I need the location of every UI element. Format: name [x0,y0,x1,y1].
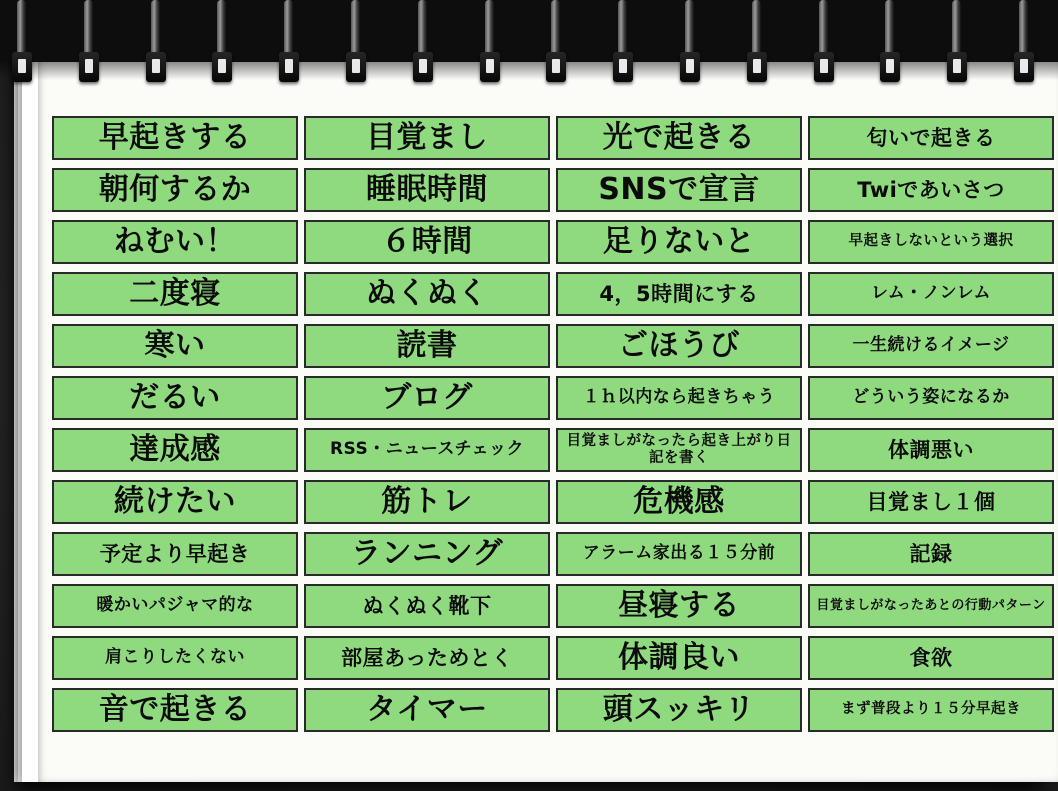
card[interactable]: レム・ノンレム [808,272,1054,316]
card[interactable]: タイマー [304,688,550,732]
card[interactable]: ねむい！ [52,220,298,264]
card[interactable]: 目覚ましがなったあとの行動パターン [808,584,1054,628]
card[interactable]: 暖かいパジャマ的な [52,584,298,628]
spiral-ring [146,0,166,92]
card[interactable]: 早起きする [52,116,298,160]
card[interactable]: 体調良い [556,636,802,680]
spiral-ring [814,0,834,92]
card[interactable]: 体調悪い [808,428,1054,472]
ring-clip [79,52,99,82]
card[interactable]: 寒い [52,324,298,368]
card[interactable]: だるい [52,376,298,420]
ring-clip [814,52,834,82]
card[interactable]: RSS・ニュースチェック [304,428,550,472]
card[interactable]: 部屋あっためとく [304,636,550,680]
spiral-rings [0,0,1058,96]
spiral-ring [480,0,500,92]
card[interactable]: 食欲 [808,636,1054,680]
ring-clip [1014,52,1034,82]
card[interactable]: 予定より早起き [52,532,298,576]
card[interactable]: 目覚まし [304,116,550,160]
spiral-ring [413,0,433,92]
spiral-ring [279,0,299,92]
card[interactable]: どういう姿になるか [808,376,1054,420]
ring-clip [146,52,166,82]
card[interactable]: ブログ [304,376,550,420]
card[interactable]: 二度寝 [52,272,298,316]
card[interactable]: ６時間 [304,220,550,264]
card[interactable]: 続けたい [52,480,298,524]
ring-clip [747,52,767,82]
ring-clip [880,52,900,82]
ring-clip [680,52,700,82]
spiral-ring [1014,0,1034,92]
card[interactable]: 達成感 [52,428,298,472]
card[interactable]: 4，5時間にする [556,272,802,316]
spiral-ring [546,0,566,92]
card[interactable]: 筋トレ [304,480,550,524]
card[interactable]: 匂いで起きる [808,116,1054,160]
card[interactable]: ぬくぬく靴下 [304,584,550,628]
card[interactable]: 目覚まし１個 [808,480,1054,524]
spiral-ring [947,0,967,92]
card[interactable]: ランニング [304,532,550,576]
card[interactable]: 頭スッキリ [556,688,802,732]
card[interactable]: SNSで宣言 [556,168,802,212]
spiral-ring [747,0,767,92]
ring-clip [480,52,500,82]
card[interactable]: 肩こりしたくない [52,636,298,680]
ring-clip [346,52,366,82]
card[interactable]: 読書 [304,324,550,368]
card[interactable]: 光で起きる [556,116,802,160]
card[interactable]: 目覚ましがなったら起き上がり日記を書く [556,428,802,472]
card[interactable]: ぬくぬく [304,272,550,316]
card[interactable]: １ｈ以内なら起きちゃう [556,376,802,420]
spiral-ring [79,0,99,92]
card[interactable]: 一生続けるイメージ [808,324,1054,368]
card[interactable]: 昼寝する [556,584,802,628]
card[interactable]: 足りないと [556,220,802,264]
card[interactable]: ごほうび [556,324,802,368]
notepad-page [38,30,1058,782]
spiral-ring [12,0,32,92]
card-grid [38,116,1058,776]
card[interactable]: 睡眠時間 [304,168,550,212]
ring-clip [279,52,299,82]
card-column-1 [52,116,298,776]
card[interactable]: 記録 [808,532,1054,576]
paper-sheet-front [22,18,1046,782]
card[interactable]: 朝何するか [52,168,298,212]
card-column-3 [556,116,802,776]
ring-clip [613,52,633,82]
spiral-ring [346,0,366,92]
ring-clip [212,52,232,82]
spiral-ring [880,0,900,92]
card[interactable]: 音で起きる [52,688,298,732]
card[interactable]: まず普段より１５分早起き [808,688,1054,732]
card-column-4 [808,116,1054,776]
spiral-ring [212,0,232,92]
ring-clip [546,52,566,82]
card[interactable]: 早起きしないという選択 [808,220,1054,264]
ring-clip [12,52,32,82]
card[interactable]: Twiであいさつ [808,168,1054,212]
spiral-ring [613,0,633,92]
spiral-ring [680,0,700,92]
card[interactable]: 危機感 [556,480,802,524]
card[interactable]: アラーム家出る１５分前 [556,532,802,576]
ring-clip [413,52,433,82]
card-column-2 [304,116,550,776]
ring-clip [947,52,967,82]
